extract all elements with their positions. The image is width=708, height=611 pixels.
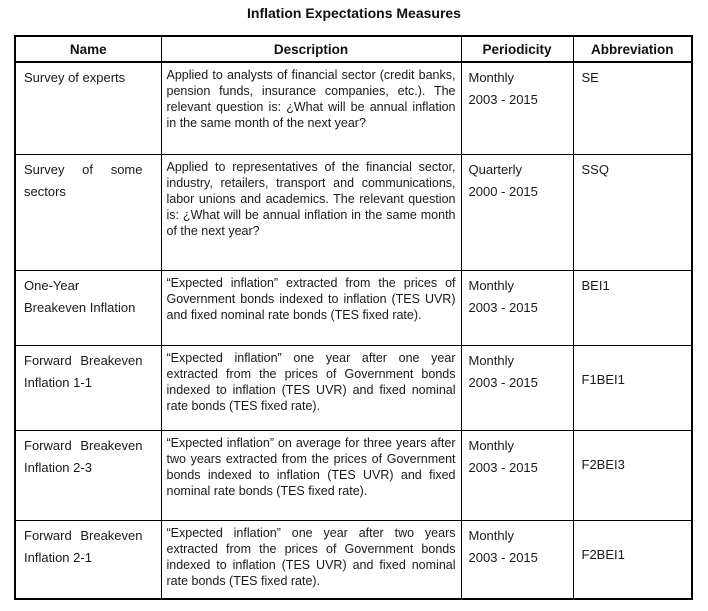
- abbreviation-text: F1BEI1: [581, 371, 625, 387]
- periodicity-frequency: Monthly: [468, 437, 515, 453]
- cell-abbreviation: [573, 430, 692, 520]
- cell-abbreviation: [573, 62, 692, 154]
- cell-name: Forward Breakeven Inflation 2-1: [15, 520, 161, 599]
- cell-name: Forward Breakeven Inflation 2-3: [15, 430, 161, 520]
- cell-abbreviation: [573, 345, 692, 430]
- periodicity-range: 2003 - 2015: [468, 374, 538, 390]
- header-row: [15, 36, 692, 62]
- cell-periodicity: [461, 62, 573, 154]
- cell-name: Forward Breakeven Inflation 1-1: [15, 345, 161, 430]
- cell-description: “Expected inflation” on average for three years after two years extracted from the prices of Government bonds indexed to inflation (TES UVR) and fixed nominal rate bonds (TES fixed rate).: [161, 430, 461, 520]
- cell-description: “Expected inflation” extracted from the prices of Government bonds indexed to inflation (TES UVR) and fixed nominal rate bonds (TES fixed rate).: [161, 270, 461, 345]
- cell-name: Survey of experts: [15, 62, 161, 154]
- periodicity-frequency: Monthly: [468, 352, 515, 368]
- periodicity-frequency: Monthly: [468, 70, 515, 85]
- cell-description: “Expected inflation” one year after two years extracted from the prices of Government bonds indexed to inflation (TES UVR) and fixed nominal rate bonds (TES fixed rate).: [161, 520, 461, 599]
- cell-abbreviation: [573, 520, 692, 599]
- cell-periodicity: [461, 520, 573, 599]
- cell-periodicity: [461, 430, 573, 520]
- table-row: [15, 154, 692, 270]
- column-header-name: Name: [15, 36, 161, 62]
- table-row: [15, 520, 692, 599]
- periodicity-frequency: Monthly: [468, 527, 515, 543]
- abbreviation-text: BEI1: [581, 277, 610, 293]
- table-row: [15, 345, 692, 430]
- abbreviation-text: SE: [581, 70, 599, 85]
- periodicity-range: 2003 - 2015: [468, 549, 538, 565]
- periodicity-range: 2003 - 2015: [468, 459, 538, 475]
- column-header-periodicity: Periodicity: [461, 36, 573, 62]
- abbreviation-text: F2BEI1: [581, 546, 625, 562]
- periodicity-range: 2003 - 2015: [468, 299, 538, 315]
- periodicity-frequency: Monthly: [468, 277, 515, 293]
- cell-name: One-Year Breakeven Inflation: [15, 270, 161, 345]
- cell-abbreviation: [573, 154, 692, 270]
- cell-abbreviation: [573, 270, 692, 345]
- table-title: Inflation Expectations Measures: [247, 5, 461, 21]
- cell-name: Survey of some sectors: [15, 154, 161, 270]
- cell-periodicity: [461, 270, 573, 345]
- column-header-abbreviation: Abbreviation: [573, 36, 692, 62]
- inflation-measures-table: [14, 35, 693, 600]
- cell-description: Applied to representatives of the financial sector, industry, retailers, transport and communications, labor unions and academics. The relevant question is: ¿What will be annual inflation in the same month of the next year?: [161, 154, 461, 270]
- table-row: [15, 430, 692, 520]
- periodicity-frequency: Quarterly: [468, 161, 522, 177]
- periodicity-range: 2003 - 2015: [468, 92, 538, 107]
- cell-description: Applied to analysts of financial sector (credit banks, pension funds, insurance companies, etc.). The relevant question is: ¿What will be annual inflation in the same month of the next year?: [161, 62, 461, 154]
- cell-periodicity: [461, 154, 573, 270]
- cell-periodicity: [461, 345, 573, 430]
- abbreviation-text: F2BEI3: [581, 456, 625, 472]
- column-header-description: Description: [161, 36, 461, 62]
- periodicity-range: 2000 - 2015: [468, 183, 538, 199]
- abbreviation-text: SSQ: [581, 161, 609, 177]
- table-row: [15, 62, 692, 154]
- cell-description: “Expected inflation” one year after one year extracted from the prices of Government bonds indexed to inflation (TES UVR) and fixed nominal rate bonds (TES fixed rate).: [161, 345, 461, 430]
- table-row: [15, 270, 692, 345]
